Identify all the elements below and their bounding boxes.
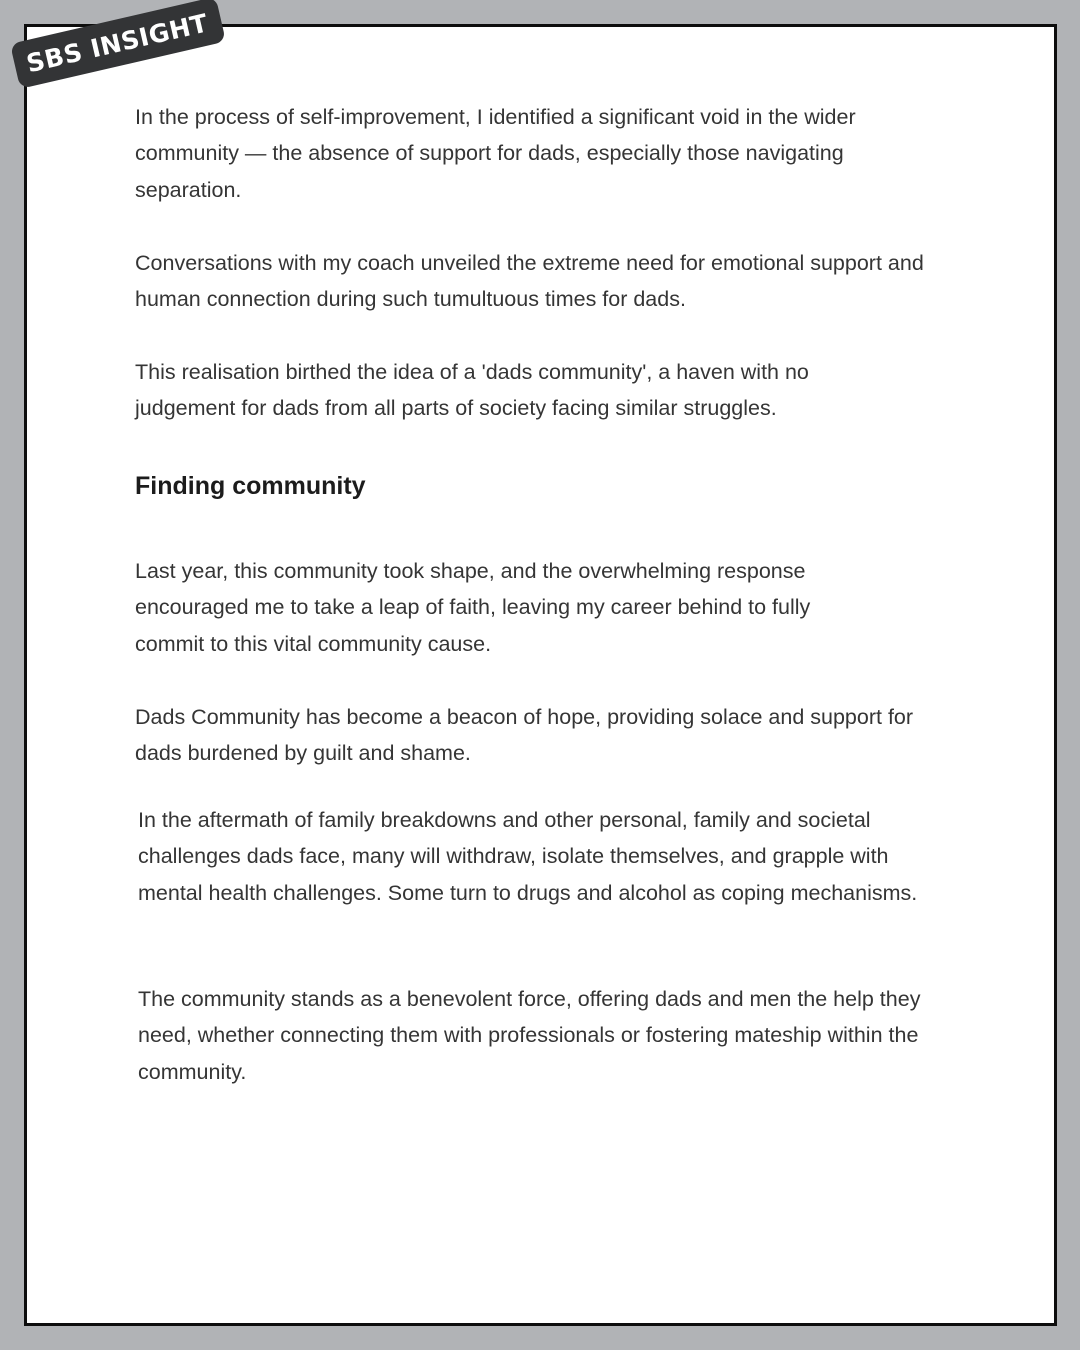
article-paragraph: Conversations with my coach unveiled the extreme need for emotional support and human connection during such tumultuous times for dads. (135, 251, 924, 312)
article-paragraph: Dads Community has become a beacon of hope, providing solace and support for dads burdened by guilt and shame. (135, 705, 914, 766)
article-paragraph: This realisation birthed the idea of a 'dads community', a haven with no judgement for dads from all parts of society facing similar struggles. (135, 360, 809, 421)
section-heading: Finding community (135, 472, 366, 500)
article-frame (24, 24, 1057, 1326)
article-paragraph: The community stands as a benevolent force, offering dads and men the help they need, whether connecting them with professionals or fostering mateship within the community. (138, 987, 921, 1084)
article-paragraph: In the aftermath of family breakdowns and other personal, family and societal challenges dads face, many will withdraw, isolate themselves, and grapple with mental health challenges. Some turn to drugs and alcohol as coping mechanisms. (138, 808, 918, 905)
article-paragraph: In the process of self-improvement, I identified a significant void in the wider community — the absence of support for dads, especially those navigating separation. (135, 105, 856, 202)
sbs-insight-badge: SBS INSIGHT (10, 0, 226, 89)
article-paragraph: Last year, this community took shape, and the overwhelming response encouraged me to take a leap of faith, leaving my career behind to fully commit to this vital community cause. (135, 559, 811, 656)
